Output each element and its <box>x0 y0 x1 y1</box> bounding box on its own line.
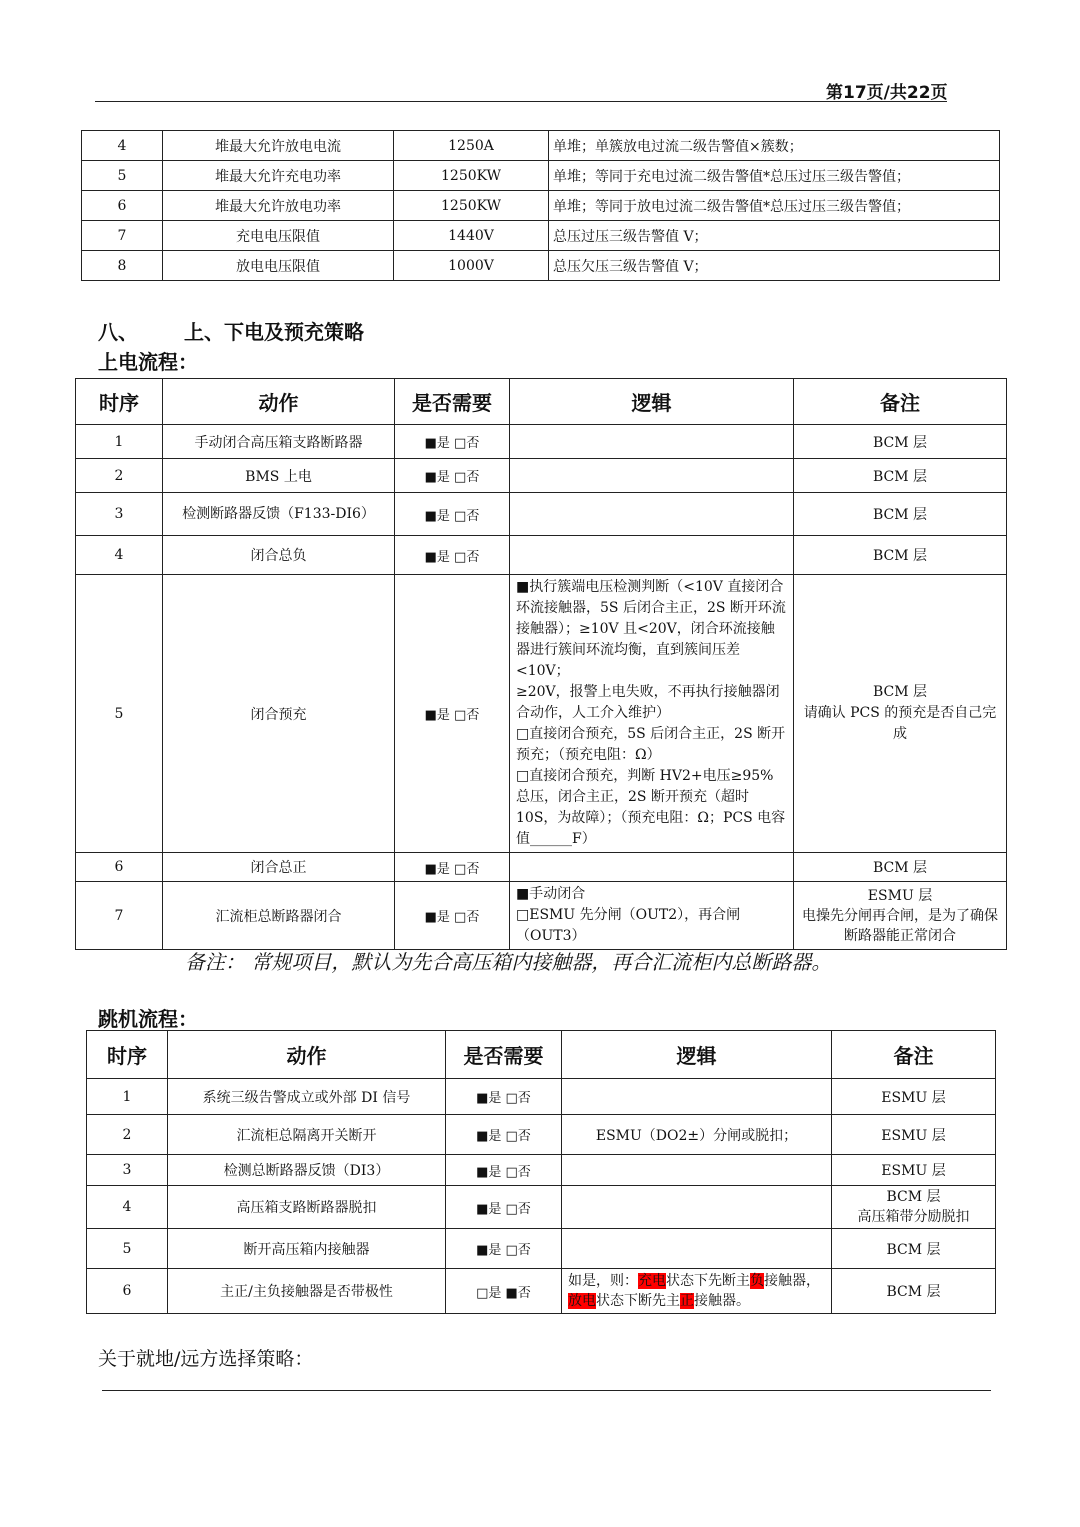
param-name: 放电电压限值 <box>163 251 394 281</box>
remark: ESMU 层 <box>832 1115 996 1155</box>
limits-table <box>81 130 1000 281</box>
param-remark: 总压过压三级告警值 V； <box>549 221 1000 251</box>
seq: 6 <box>87 1269 168 1314</box>
table-row <box>87 1186 996 1229</box>
table-row <box>76 459 1007 493</box>
remark-cell <box>794 575 1007 853</box>
table-row <box>76 425 1007 459</box>
need-checkbox: ■是 □否 <box>395 536 510 575</box>
action: 检测总断路器反馈（DI3） <box>168 1155 446 1186</box>
table-row <box>76 536 1007 575</box>
row-no: 5 <box>82 161 163 191</box>
table-row <box>76 575 1007 853</box>
logic <box>562 1186 832 1229</box>
seq: 5 <box>87 1229 168 1269</box>
section-heading <box>98 316 364 345</box>
action: 断开高压箱内接触器 <box>168 1229 446 1269</box>
remark-line: BCM 层 <box>872 684 928 700</box>
remark-line: 高压箱带分励脱扣 <box>857 1209 970 1225</box>
action: 闭合总正 <box>163 853 395 882</box>
logic-text: 接触器， <box>764 1273 820 1289</box>
remark: BCM 层 <box>794 853 1007 882</box>
remark-cell <box>832 1186 996 1229</box>
logic-text: 状态下先断主 <box>666 1273 750 1289</box>
param-name: 堆最大允许充电功率 <box>163 161 394 191</box>
need-checkbox: ■是 □否 <box>395 459 510 493</box>
logic <box>510 536 794 575</box>
remark-line: BCM 层 <box>886 1189 941 1205</box>
table-row <box>82 131 1000 161</box>
need-checkbox: ■是 □否 <box>446 1115 562 1155</box>
remark-cell <box>794 882 1007 950</box>
table-row <box>76 882 1007 950</box>
need-checkbox: ■是 □否 <box>395 493 510 536</box>
param-value: 1000V <box>394 251 549 281</box>
header-seq: 时序 <box>87 1031 168 1079</box>
table-header-row <box>87 1031 996 1079</box>
action: 闭合总负 <box>163 536 395 575</box>
param-remark: 单堆；单簇放电过流二级告警值×簇数； <box>549 131 1000 161</box>
logic <box>562 1155 832 1186</box>
highlight-positive: 正 <box>680 1293 694 1309</box>
remark: BCM 层 <box>794 459 1007 493</box>
header-need: 是否需要 <box>395 379 510 425</box>
remark: BCM 层 <box>794 536 1007 575</box>
header-rule <box>95 101 947 102</box>
remark: BCM 层 <box>794 493 1007 536</box>
seq: 4 <box>76 536 163 575</box>
seq: 2 <box>76 459 163 493</box>
action: 高压箱支路断路器脱扣 <box>168 1186 446 1229</box>
need-checkbox: ■是 □否 <box>446 1229 562 1269</box>
logic <box>510 853 794 882</box>
local-remote-title: 关于就地/远方选择策略： <box>98 1348 314 1370</box>
seq: 4 <box>87 1186 168 1229</box>
highlight-charge: 充电 <box>638 1273 666 1289</box>
action: 系统三级告警成立或外部 DI 信号 <box>168 1079 446 1115</box>
table-row <box>82 251 1000 281</box>
table-header-row <box>76 379 1007 425</box>
logic-text: 状态下断先主 <box>596 1293 680 1309</box>
remark: ESMU 层 <box>832 1155 996 1186</box>
table-row <box>82 161 1000 191</box>
header-logic: 逻辑 <box>562 1031 832 1079</box>
logic-line: ■执行簇端电压检测判断（<10V 直接闭合环流接触器，5S 后闭合主正，2S 断开环流接触器）；≥10V 且<20V，闭合环流接触器进行簇间环流均衡，直到簇间压差<10V； <box>516 579 786 679</box>
logic-line: □直接闭合预充，判断 HV2+电压≥95%总压，闭合主正，2S 断开预充（超时 10S，为故障）；（预充电阻：Ω；PCS 电容值______F） <box>516 768 786 847</box>
need-checkbox: ■是 □否 <box>395 425 510 459</box>
need-checkbox: ■是 □否 <box>446 1155 562 1186</box>
table-row <box>87 1079 996 1115</box>
param-remark: 单堆；等同于充电过流二级告警值*总压过压三级告警值； <box>549 161 1000 191</box>
footer-rule <box>102 1390 991 1391</box>
table-row <box>82 221 1000 251</box>
remark: ESMU 层 <box>832 1079 996 1115</box>
highlight-discharge: 放电 <box>568 1293 596 1309</box>
logic-line: □ESMU 先分闸（OUT2），再合闸（OUT3） <box>516 907 741 944</box>
logic-line: ■手动闭合 <box>516 886 586 902</box>
action: 检测断路器反馈（F133-DI6） <box>163 493 395 536</box>
need-checkbox: ■是 □否 <box>395 575 510 853</box>
row-no: 4 <box>82 131 163 161</box>
param-name: 堆最大允许放电功率 <box>163 191 394 221</box>
logic-text: 如是，则： <box>568 1273 638 1289</box>
trip-table <box>86 1030 996 1314</box>
need-checkbox: ■是 □否 <box>446 1079 562 1115</box>
remark-line: 电操先分闸再合闸，是为了确保断路器能正常闭合 <box>802 907 998 944</box>
power-on-note: 备注： 常规项目，默认为先合高压箱内接触器，再合汇流柜内总断路器。 <box>185 950 832 974</box>
header-need: 是否需要 <box>446 1031 562 1079</box>
param-value: 1250KW <box>394 191 549 221</box>
logic: ESMU（DO2±）分闸或脱扣； <box>562 1115 832 1155</box>
row-no: 8 <box>82 251 163 281</box>
logic-line: □直接闭合预充，5S 后闭合主正，2S 断开预充；（预充电阻：Ω） <box>516 726 786 763</box>
action: 汇流柜总隔离开关断开 <box>168 1115 446 1155</box>
action: 闭合预充 <box>163 575 395 853</box>
highlight-negative: 负 <box>750 1273 764 1289</box>
action: 主正/主负接触器是否带极性 <box>168 1269 446 1314</box>
logic <box>510 425 794 459</box>
table-row <box>87 1115 996 1155</box>
logic <box>510 493 794 536</box>
need-checkbox: ■是 □否 <box>446 1186 562 1229</box>
param-value: 1440V <box>394 221 549 251</box>
seq: 3 <box>76 493 163 536</box>
table-row <box>76 493 1007 536</box>
header-seq: 时序 <box>76 379 163 425</box>
remark-line: ESMU 层 <box>867 887 933 904</box>
table-row <box>82 191 1000 221</box>
param-name: 充电电压限值 <box>163 221 394 251</box>
logic-cell <box>510 575 794 853</box>
logic <box>510 459 794 493</box>
trip-title: 跳机流程： <box>98 1007 198 1031</box>
remark: BCM 层 <box>832 1229 996 1269</box>
remark: BCM 层 <box>832 1269 996 1314</box>
logic-text: 接触器。 <box>694 1293 750 1309</box>
table-row <box>87 1155 996 1186</box>
header-action: 动作 <box>163 379 395 425</box>
header-remark: 备注 <box>794 379 1007 425</box>
logic-line: ≥20V，报警上电失败，不再执行接触器闭合动作，人工介入维护） <box>516 684 780 721</box>
remark: BCM 层 <box>794 425 1007 459</box>
header-remark: 备注 <box>832 1031 996 1079</box>
need-checkbox: □是 ■否 <box>446 1269 562 1314</box>
page-number: 第17页/共22页 <box>826 83 948 103</box>
need-checkbox: ■是 □否 <box>395 853 510 882</box>
param-remark: 单堆；等同于放电过流二级告警值*总压过压三级告警值； <box>549 191 1000 221</box>
param-value: 1250KW <box>394 161 549 191</box>
action: BMS 上电 <box>163 459 395 493</box>
table-row <box>87 1229 996 1269</box>
seq: 3 <box>87 1155 168 1186</box>
seq: 7 <box>76 882 163 950</box>
section-title: 上、下电及预充策略 <box>184 320 364 344</box>
seq: 2 <box>87 1115 168 1155</box>
section-number: 八、 <box>98 320 138 344</box>
power-on-title: 上电流程： <box>98 350 198 374</box>
table-row <box>76 853 1007 882</box>
row-no: 6 <box>82 191 163 221</box>
header-action: 动作 <box>168 1031 446 1079</box>
logic-cell <box>510 882 794 950</box>
seq: 6 <box>76 853 163 882</box>
seq: 1 <box>87 1079 168 1115</box>
header-logic: 逻辑 <box>510 379 794 425</box>
row-no: 7 <box>82 221 163 251</box>
param-name: 堆最大允许放电电流 <box>163 131 394 161</box>
remark-line: 请确认 PCS 的预充是否自己完成 <box>803 705 997 742</box>
action: 手动闭合高压箱支路断路器 <box>163 425 395 459</box>
seq: 1 <box>76 425 163 459</box>
param-value: 1250A <box>394 131 549 161</box>
power-on-table <box>75 378 1007 950</box>
table-row <box>87 1269 996 1314</box>
param-remark: 总压欠压三级告警值 V； <box>549 251 1000 281</box>
seq: 5 <box>76 575 163 853</box>
action: 汇流柜总断路器闭合 <box>163 882 395 950</box>
need-checkbox: ■是 □否 <box>395 882 510 950</box>
logic <box>562 1229 832 1269</box>
logic <box>562 1079 832 1115</box>
logic-cell <box>562 1269 832 1314</box>
